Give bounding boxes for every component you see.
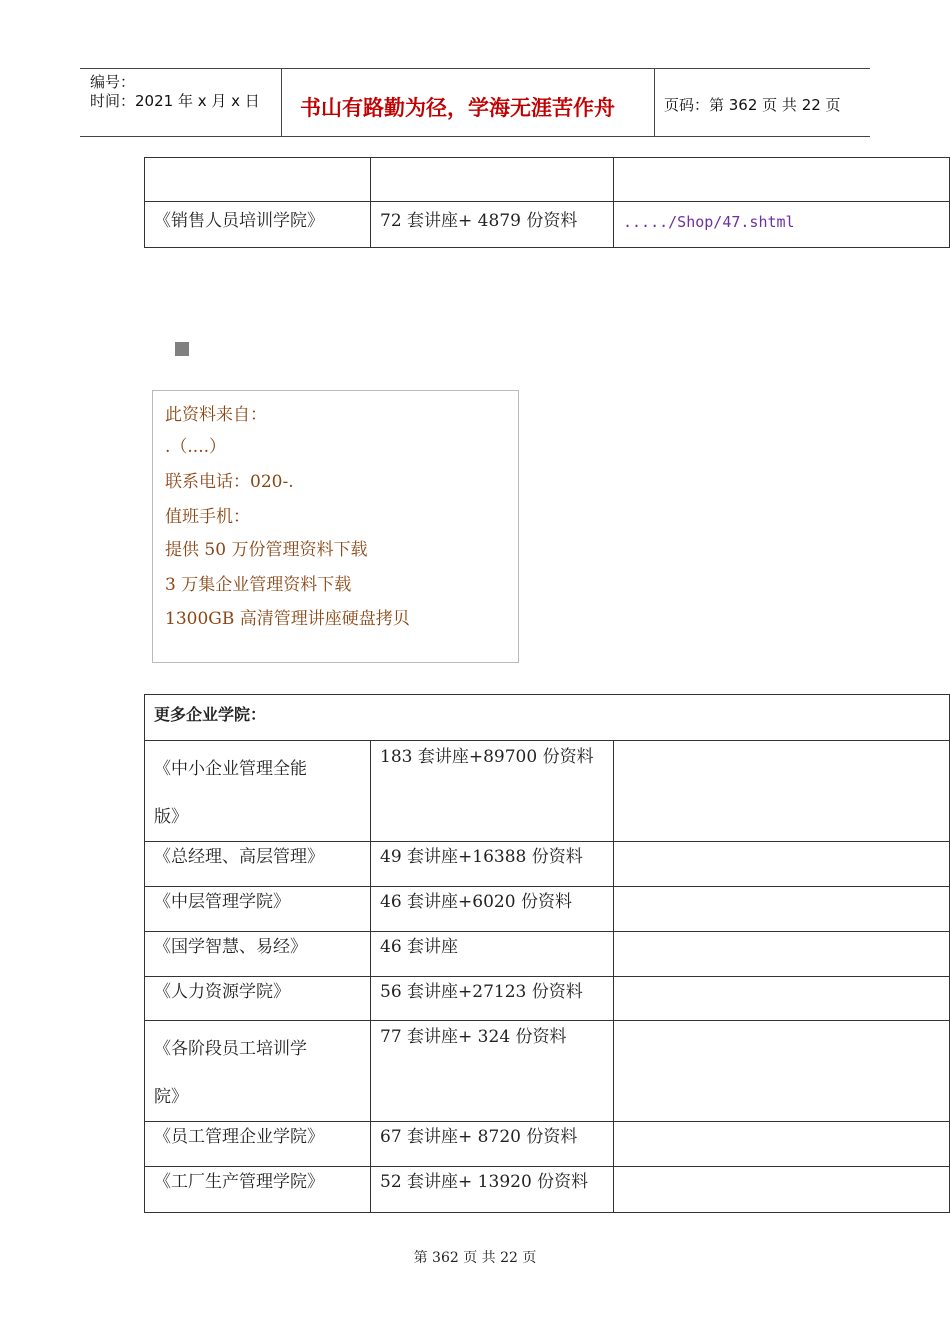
header-time-label: 时间：2021 年 x 月 x 日 <box>90 92 260 110</box>
more-academies-table <box>144 694 950 1213</box>
table-cell <box>614 887 950 932</box>
table-row <box>145 932 950 977</box>
header-top-rule <box>80 68 870 69</box>
table-cell <box>614 158 950 202</box>
academy-count: 56 套讲座+27123 份资料 <box>371 977 614 1021</box>
header-bottom-rule <box>80 136 870 137</box>
academy-name: 《国学智慧、易经》 <box>145 932 371 977</box>
academy-count: 46 套讲座+6020 份资料 <box>371 887 614 932</box>
academy-name: 《员工管理企业学院》 <box>145 1122 371 1167</box>
table-row <box>145 1122 950 1167</box>
table-cell <box>614 842 950 887</box>
academy-name: 《中层管理学院》 <box>145 887 371 932</box>
header-divider-1 <box>281 68 282 136</box>
source-line-offer-1: 提供 50 万份管理资料下载 <box>165 540 368 560</box>
header-serial-label: 编号： <box>90 73 136 91</box>
top-table-empty-row <box>145 158 950 202</box>
more-table-title: 更多企业学院： <box>145 695 950 741</box>
academy-name-cell <box>145 741 371 842</box>
academy-count: 46 套讲座 <box>371 932 614 977</box>
academy-name: 《中小企业管理全能 <box>154 759 307 779</box>
table-row <box>145 741 950 842</box>
academy-count: 183 套讲座+89700 份资料 <box>371 741 614 842</box>
academy-name: 《工厂生产管理学院》 <box>145 1167 371 1213</box>
academy-name: 《总经理、高层管理》 <box>145 842 371 887</box>
table-cell <box>614 741 950 842</box>
academy-link[interactable]: ...../Shop/47.shtml <box>623 213 795 231</box>
table-cell <box>614 1167 950 1213</box>
academy-name-cont: 院》 <box>154 1087 188 1107</box>
source-line-offer-3: 1300GB 高清管理讲座硬盘拷贝 <box>165 609 410 629</box>
academy-name-cont: 版》 <box>154 807 188 827</box>
table-row <box>145 887 950 932</box>
table-row <box>145 842 950 887</box>
header-page-info: 页码：第 362 页 共 22 页 <box>664 96 841 114</box>
academy-count: 52 套讲座+ 13920 份资料 <box>371 1167 614 1213</box>
source-info-box <box>152 390 519 663</box>
table-cell <box>145 158 371 202</box>
table-row <box>145 202 950 248</box>
top-table <box>144 157 950 248</box>
table-cell <box>614 932 950 977</box>
source-line-site: .（....） <box>165 437 227 457</box>
table-cell <box>614 977 950 1021</box>
academy-name: 《各阶段员工培训学 <box>154 1039 307 1059</box>
academy-name-cell <box>145 1021 371 1122</box>
academy-name: 《销售人员培训学院》 <box>145 202 371 248</box>
academy-count: 72 套讲座+ 4879 份资料 <box>371 202 614 248</box>
table-row <box>145 1167 950 1213</box>
academy-name: 《人力资源学院》 <box>145 977 371 1021</box>
source-line-mobile: 值班手机： <box>165 507 250 527</box>
more-table-title-row <box>145 695 950 741</box>
academy-count: 49 套讲座+16388 份资料 <box>371 842 614 887</box>
academy-link-cell <box>614 202 950 248</box>
source-line-offer-2: 3 万集企业管理资料下载 <box>165 575 352 595</box>
table-cell <box>371 158 614 202</box>
page-footer: 第 362 页 共 22 页 <box>413 1250 537 1266</box>
header-divider-2 <box>654 68 655 136</box>
academy-count: 67 套讲座+ 8720 份资料 <box>371 1122 614 1167</box>
source-line-from: 此资料来自： <box>165 405 267 425</box>
table-cell <box>614 1021 950 1122</box>
table-row <box>145 977 950 1021</box>
table-row <box>145 1021 950 1122</box>
source-line-phone: 联系电话：020-. <box>165 472 294 492</box>
bullet-square-icon <box>175 342 189 356</box>
header-motto: 书山有路勤为径，学海无涯苦作舟 <box>300 96 615 120</box>
academy-count: 77 套讲座+ 324 份资料 <box>371 1021 614 1122</box>
table-cell <box>614 1122 950 1167</box>
